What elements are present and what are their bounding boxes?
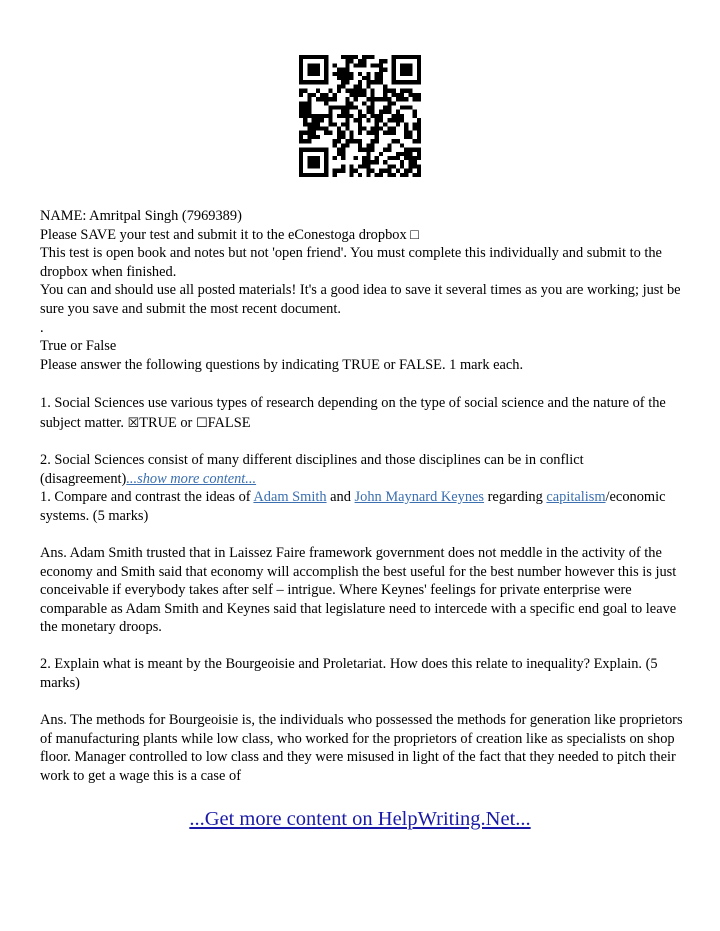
essay-question-1-suffix: /economic systems. (5 marks) [40,489,666,524]
show-more-link[interactable]: ...show more content... [126,470,257,487]
keynes-link[interactable]: John Maynard Keynes [354,489,485,506]
qr-code-icon [299,55,421,177]
question-1-text: 1. Social Sciences use various types of research depending on the type of social science and the nature of the subject matter. [40,394,666,431]
essay-question-1-and: and [326,489,355,506]
capitalism-link[interactable]: capitalism [546,489,606,506]
adam-smith-link[interactable]: Adam Smith [253,489,327,506]
essay-question-1-regarding: regarding [484,489,547,506]
essay-question-1 [40,488,690,525]
false-label: FALSE [207,414,251,431]
document-body [40,207,690,786]
false-checkbox[interactable]: ☐ [195,415,208,431]
question-2-text: 2. Social Sciences consist of many different disciplines and those disciplines can be in conflict (disagreement) [40,451,584,487]
true-checkbox[interactable]: ☒ [127,415,140,431]
essay-question-1-prefix: 1. Compare and contrast the ideas of [40,489,254,506]
materials-instruction: You can and should use all posted materials! It's a good idea to save it several times as you are working; just be sure you save and submit the most recent document. [40,282,681,317]
save-instruction: Please SAVE your test and submit it to the eConestoga dropbox □ [40,226,419,243]
name-line: NAME: Amritpal Singh (7969389) [40,208,242,224]
get-more-content-link[interactable]: ...Get more content on HelpWriting.Net... [189,808,531,830]
answer-1: Ans. Adam Smith trusted that in Laissez Faire framework government does not meddle in the activity of the economy and Smith said that economy will accomplish the best useful for the best number however this is just conceivable if everybody takes after self – intrigue. Where Keynes' feelings for private enterprise were comparable as Adam Smith and Keynes said that legislature need to intercede with a specific end goal to leave the monetary droops. [40,544,677,636]
question-1 [40,393,690,434]
open-book-instruction: This test is open book and notes but not 'open friend'. You must complete this individually and submit to the dropbox when finished. [40,245,662,280]
essay-question-2: 2. Explain what is meant by the Bourgeoisie and Proletariat. How does this relate to inequality? Explain. (5 marks) [40,656,658,692]
true-label: TRUE or [139,414,196,431]
section-heading-true-false: True or False [40,338,117,355]
separator-dot: . [40,319,44,336]
question-2 [40,451,690,488]
true-false-instructions: Please answer the following questions by indicating TRUE or FALSE. 1 mark each. [40,356,524,373]
answer-2: Ans. The methods for Bourgeoisie is, the individuals who possessed the methods for generation like proprietors of manufacturing plants while low class, who worked for the proprietors of creation like as specialists on shop floor. Manager controlled to low class and they were misused in light of the fact that they needed to pitch their work to get a wage this is a case of [40,712,683,785]
